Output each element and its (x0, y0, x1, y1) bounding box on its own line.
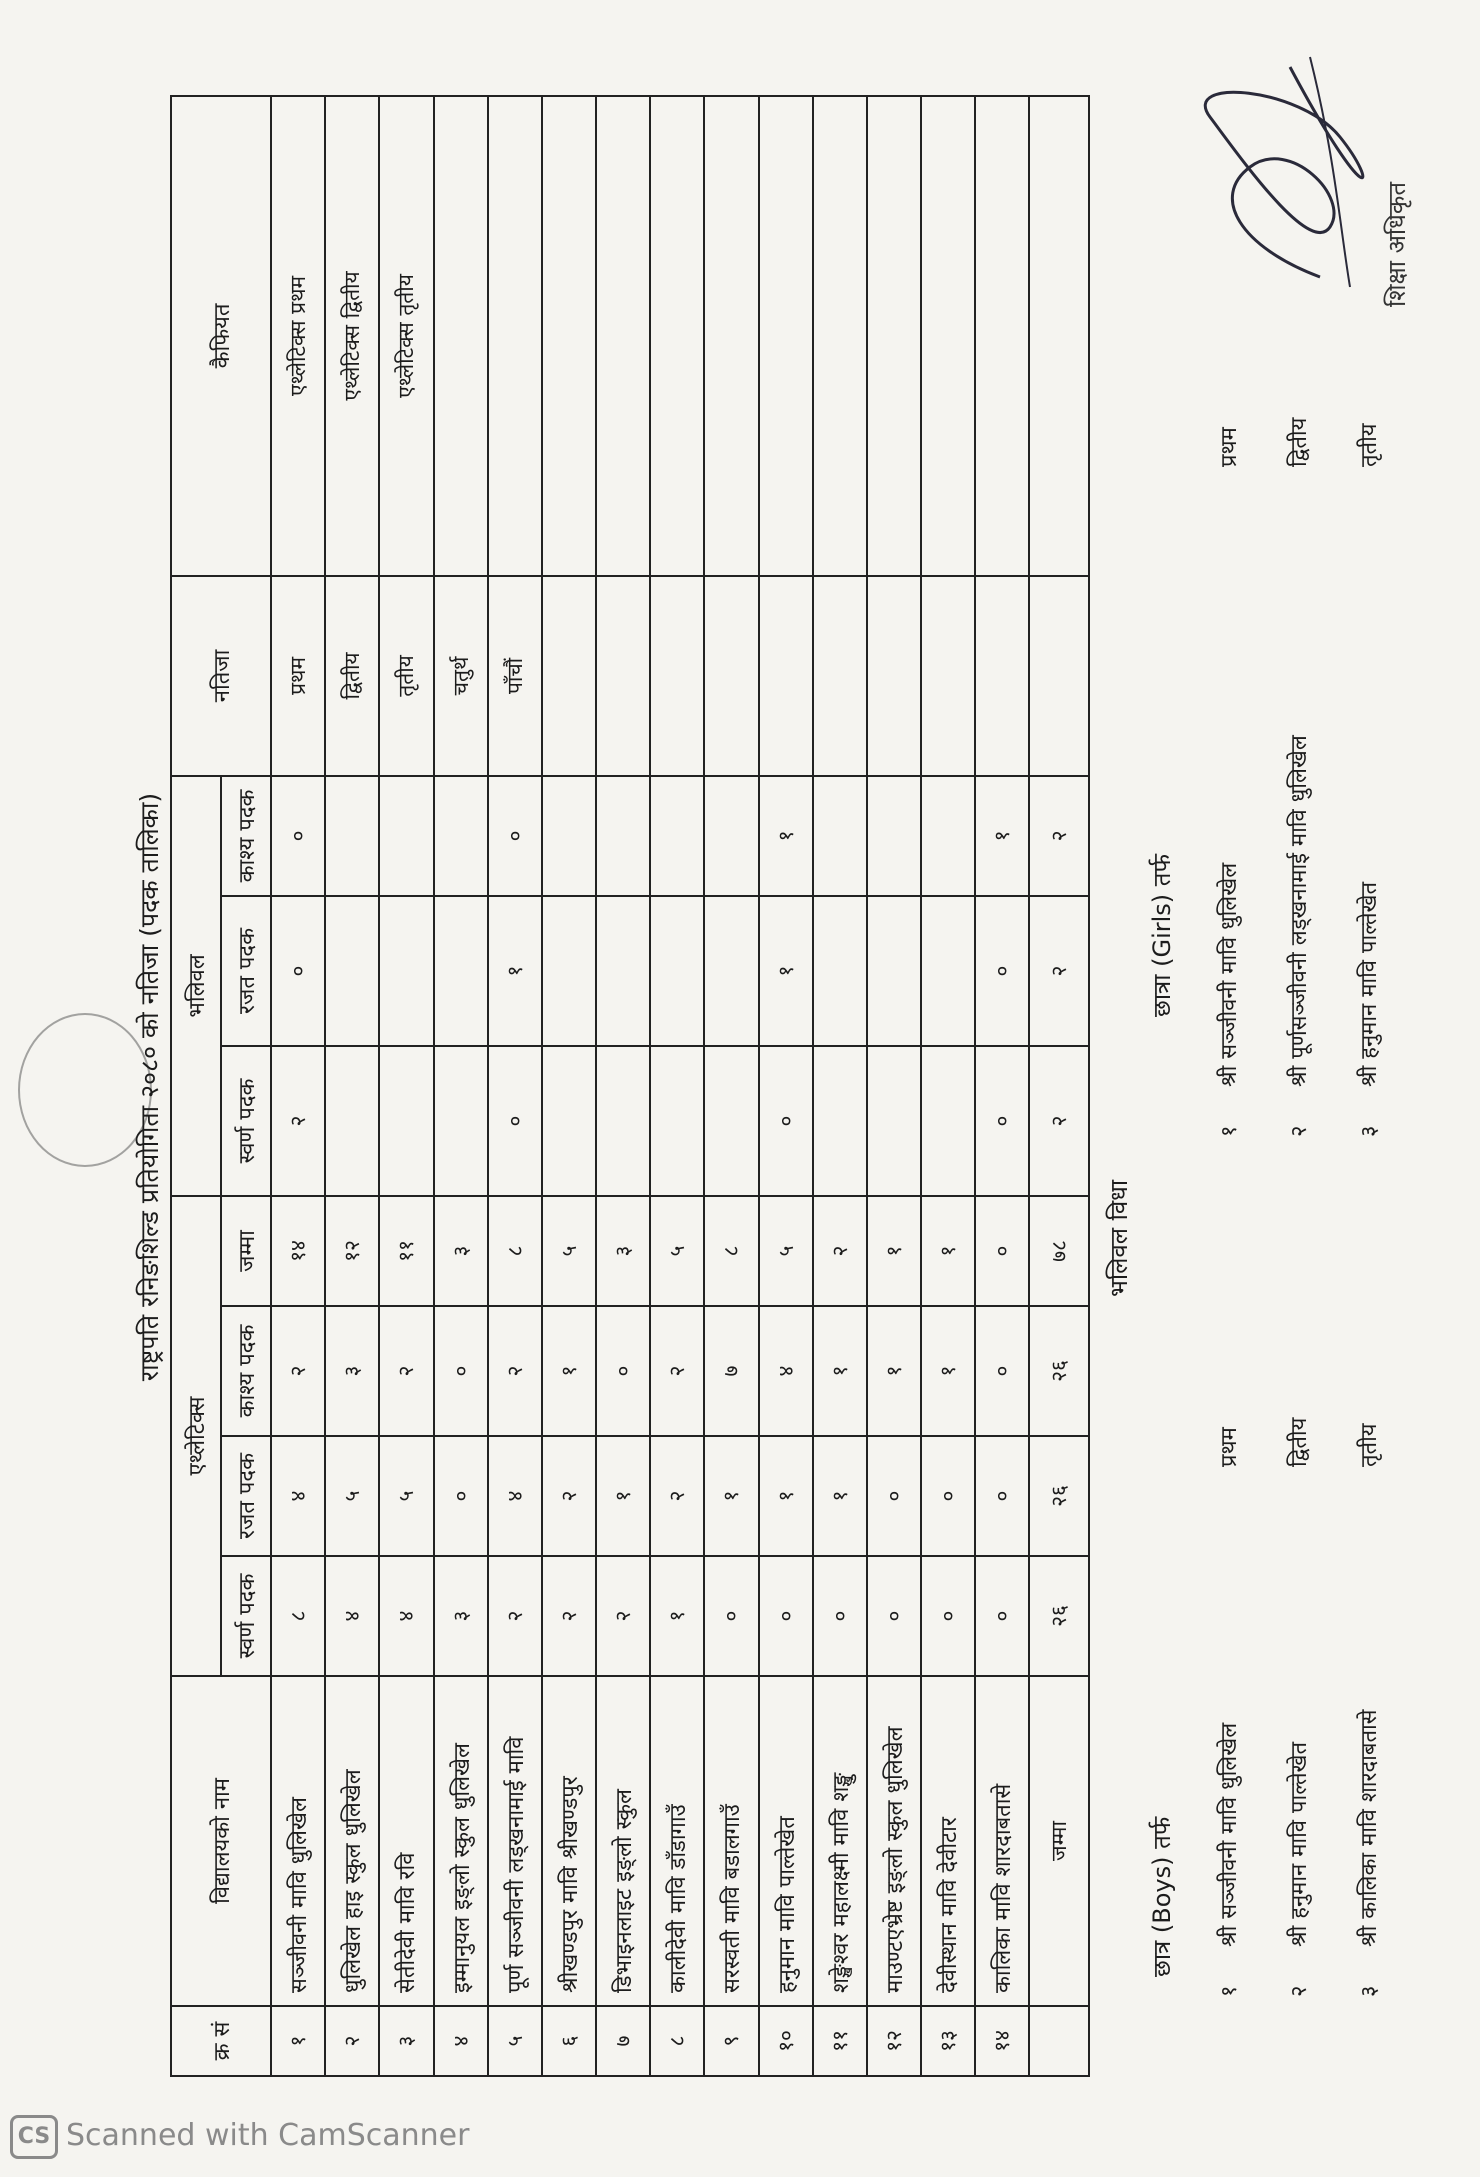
list-item (1350, 1423, 1390, 1997)
table-row (271, 96, 325, 2076)
list-item-place: तृतीय (1357, 1423, 1382, 1467)
cell-athletics-total: ५ (759, 1196, 813, 1306)
cell-remarks: एथ्लेटिक्स द्वितीय (325, 96, 379, 576)
cell-athletics-total: १४ (271, 1196, 325, 1306)
cell-sn: १३ (921, 2006, 975, 2076)
header-athletics-bronze: काश्य पदक (221, 1306, 271, 1436)
list-item (1280, 418, 1320, 1137)
cell-athletics-gold: ४ (325, 1556, 379, 1676)
cell-school: इम्मानुयल इङ्लो स्कुल धुलिखेल (434, 1676, 488, 2006)
cell-athletics-bronze: ० (975, 1306, 1029, 1436)
list-item-sn: ३ (1357, 1985, 1382, 1997)
cell-sn: १४ (975, 2006, 1029, 2076)
cell-athletics-bronze: २ (379, 1306, 433, 1436)
header-volleyball: भलिवल (171, 776, 221, 1196)
header-athletics: एथ्लेटिक्स (171, 1196, 221, 1676)
cell-athletics-silver: ० (434, 1436, 488, 1556)
table-row (921, 96, 975, 2076)
cell-sn: ९ (704, 2006, 758, 2076)
cell-remarks (975, 96, 1029, 576)
header-school: विद्यालयको नाम (171, 1676, 271, 2006)
cell-volleyball-gold: ० (488, 1046, 542, 1196)
cell-athletics-silver: ० (921, 1436, 975, 1556)
cell-volleyball-gold: ० (759, 1046, 813, 1196)
cell-volleyball-silver (542, 896, 596, 1046)
total-a-total: ७८ (1029, 1196, 1089, 1306)
header-volleyball-gold: स्वर्ण पदक (221, 1046, 271, 1196)
cell-athletics-gold: ८ (271, 1556, 325, 1676)
cell-sn: ३ (379, 2006, 433, 2076)
header-volleyball-silver: रजत पदक (221, 896, 271, 1046)
total-label: जम्मा (1029, 1676, 1089, 2006)
cell-athletics-gold: २ (542, 1556, 596, 1676)
cell-volleyball-gold (434, 1046, 488, 1196)
cell-result (596, 576, 650, 776)
cell-remarks (488, 96, 542, 576)
cell-athletics-total: ५ (650, 1196, 704, 1306)
volleyball-heading: भलिवल विधा (1105, 1179, 1133, 1297)
list-item-school: श्री सञ्जीवनी मावि धुलिखेल (1217, 862, 1242, 1087)
cell-remarks (704, 96, 758, 576)
header-result: नतिजा (171, 576, 271, 776)
boys-heading: छात्र (Boys) तर्फ (1148, 1816, 1176, 1977)
cell-sn: ११ (813, 2006, 867, 2076)
cell-result (1029, 576, 1089, 776)
cell-volleyball-bronze (921, 776, 975, 896)
cell-volleyball-bronze (704, 776, 758, 896)
cell-athletics-silver: १ (813, 1436, 867, 1556)
cell-volleyball-silver: १ (759, 896, 813, 1046)
cell-remarks (1029, 96, 1089, 576)
cell-sn: ५ (488, 2006, 542, 2076)
cell-remarks (759, 96, 813, 576)
header-remarks: कैफियत (171, 96, 271, 576)
signature-mark (1150, 37, 1410, 317)
cell-athletics-bronze: ० (596, 1306, 650, 1436)
cell-athletics-bronze: १ (542, 1306, 596, 1436)
cell-athletics-bronze: १ (867, 1306, 921, 1436)
cell-remarks (542, 96, 596, 576)
cell-school: कालिका मावि शारदाबतासे (975, 1676, 1029, 2006)
cell-volleyball-gold: २ (271, 1046, 325, 1196)
volleyball-results (1090, 97, 1470, 1997)
total-a-bronze: २६ (1029, 1306, 1089, 1436)
cell-athletics-gold: २ (488, 1556, 542, 1676)
cell-athletics-total: ८ (488, 1196, 542, 1306)
cell-volleyball-bronze: ० (271, 776, 325, 896)
cell-athletics-gold: ० (867, 1556, 921, 1676)
cell-volleyball-gold (867, 1046, 921, 1196)
table-row (434, 96, 488, 2076)
cell-volleyball-bronze: १ (975, 776, 1029, 896)
total-row (1029, 96, 1089, 2076)
cell-athletics-gold: ० (759, 1556, 813, 1676)
total-a-gold: २६ (1029, 1556, 1089, 1676)
list-item-sn: २ (1287, 1985, 1312, 1997)
cell-volleyball-silver: १ (488, 896, 542, 1046)
cell-remarks: एथ्लेटिक्स प्रथम (271, 96, 325, 576)
table-row (759, 96, 813, 2076)
total-v-gold: २ (1029, 1046, 1089, 1196)
cell-sn: ७ (596, 2006, 650, 2076)
list-item-sn: १ (1217, 1985, 1242, 1997)
cell-school: सरस्वती मावि बडालगाउँ (704, 1676, 758, 2006)
list-item-sn: १ (1217, 1125, 1242, 1137)
table-row (867, 96, 921, 2076)
cell-remarks (921, 96, 975, 576)
table-row (379, 96, 433, 2076)
list-item (1210, 427, 1250, 1137)
girls-heading: छात्रा (Girls) तर्फ (1148, 854, 1176, 1017)
header-athletics-gold: स्वर्ण पदक (221, 1556, 271, 1676)
cell-volleyball-bronze (650, 776, 704, 896)
cell-volleyball-silver (596, 896, 650, 1046)
cell-volleyball-silver: ० (271, 896, 325, 1046)
cell-result (975, 576, 1029, 776)
cell-remarks (434, 96, 488, 576)
camscanner-logo: CS (10, 2115, 58, 2159)
cell-school: देवीस्थान मावि देवीटार (921, 1676, 975, 2006)
total-a-silver: २६ (1029, 1436, 1089, 1556)
cell-athletics-gold: ४ (379, 1556, 433, 1676)
cell-volleyball-silver (704, 896, 758, 1046)
cell-athletics-silver: ४ (488, 1436, 542, 1556)
list-item-sn: २ (1287, 1125, 1312, 1137)
cell-athletics-silver: १ (759, 1436, 813, 1556)
cell-volleyball-silver: ० (975, 896, 1029, 1046)
cell-school: सञ्जीवनी मावि धुलिखेल (271, 1676, 325, 2006)
cell-volleyball-bronze: १ (759, 776, 813, 896)
header-volleyball-bronze: काश्य पदक (221, 776, 271, 896)
cell-result: चतुर्थ (434, 576, 488, 776)
cell-school: श्रीखण्डपुर मावि श्रीखण्डपुर (542, 1676, 596, 2006)
cell-athletics-bronze: ४ (759, 1306, 813, 1436)
cell-volleyball-gold (813, 1046, 867, 1196)
cell-volleyball-bronze: ० (488, 776, 542, 896)
cell-athletics-gold: २ (596, 1556, 650, 1676)
cell-athletics-silver: २ (542, 1436, 596, 1556)
table-row (488, 96, 542, 2076)
cell-remarks (650, 96, 704, 576)
cell-athletics-total: ११ (379, 1196, 433, 1306)
cell-athletics-bronze: १ (813, 1306, 867, 1436)
cell-athletics-bronze: १ (921, 1306, 975, 1436)
cell-athletics-gold: ३ (434, 1556, 488, 1676)
cell-sn: ८ (650, 2006, 704, 2076)
cell-athletics-total: ३ (434, 1196, 488, 1306)
list-item-place: प्रथम (1217, 427, 1242, 467)
stamp-text: शिक्षा अधिकृत (1383, 181, 1411, 307)
cell-remarks (813, 96, 867, 576)
cell-athletics-total: ३ (596, 1196, 650, 1306)
cell-result (921, 576, 975, 776)
list-item-place: द्वितीय (1287, 417, 1312, 467)
cell-athletics-total: २ (813, 1196, 867, 1306)
cell-athletics-silver: ५ (325, 1436, 379, 1556)
list-item-school: श्री पूर्णसञ्जीवनी लड्खनामाई मावि धुलिखेल (1287, 735, 1312, 1087)
total-v-silver: २ (1029, 896, 1089, 1046)
cell-school: पूर्ण सञ्जीवनी लड्खनामाई मावि (488, 1676, 542, 2006)
list-item-school: श्री हनुमान मावि पाल्तेखेत (1287, 1741, 1312, 1947)
cell-result: प्रथम (271, 576, 325, 776)
cell-sn: ६ (542, 2006, 596, 2076)
header-athletics-silver: रजत पदक (221, 1436, 271, 1556)
cell-volleyball-bronze (867, 776, 921, 896)
cell-sn: १० (759, 2006, 813, 2076)
list-item (1350, 423, 1390, 1137)
cell-volleyball-gold (325, 1046, 379, 1196)
table-row (542, 96, 596, 2076)
cell-athletics-total: ५ (542, 1196, 596, 1306)
cell-athletics-bronze: ७ (704, 1306, 758, 1436)
list-item-place: द्वितीय (1287, 1417, 1312, 1467)
cell-school: हनुमान मावि पाल्तेखेत (759, 1676, 813, 2006)
cell-volleyball-gold (650, 1046, 704, 1196)
list-item-school: श्री कालिका मावि शारदाबतासे (1357, 1709, 1382, 1947)
cell-athletics-total: १२ (325, 1196, 379, 1306)
cell-school: डिभाइनलाइट इङ्लो स्कुल (596, 1676, 650, 2006)
cell-athletics-bronze: २ (650, 1306, 704, 1436)
cell-volleyball-bronze (813, 776, 867, 896)
cell-result: द्वितीय (325, 576, 379, 776)
medal-table (170, 95, 1090, 2077)
cell-athletics-silver: २ (650, 1436, 704, 1556)
camscanner-watermark (10, 2112, 469, 2160)
list-item-sn: ३ (1357, 1125, 1382, 1137)
cell-sn: १ (271, 2006, 325, 2076)
cell-result (813, 576, 867, 776)
cell-athletics-silver: ० (975, 1436, 1029, 1556)
cell-athletics-gold: ० (704, 1556, 758, 1676)
cell-school: सेतीदेवी मावि रवि (379, 1676, 433, 2006)
list-item-place: प्रथम (1217, 1427, 1242, 1467)
header-sn: क्र सं (171, 2006, 271, 2076)
header-athletics-total: जम्मा (221, 1196, 271, 1306)
cell-result (759, 576, 813, 776)
cell-remarks: एथ्लेटिक्स तृतीय (379, 96, 433, 576)
list-item-school: श्री हनुमान मावि पाल्तेखेत (1357, 881, 1382, 1087)
cell-athletics-bronze: ० (434, 1306, 488, 1436)
cell-school: कालीदेवी मावि डाँडागाउँ (650, 1676, 704, 2006)
cell-school: माउण्टएभ्रेष्ट इङ्लो स्कुल धुलिखेल (867, 1676, 921, 2006)
cell-result (542, 576, 596, 776)
cell-volleyball-silver (325, 896, 379, 1046)
cell-remarks (867, 96, 921, 576)
cell-volleyball-silver (813, 896, 867, 1046)
cell-result (704, 576, 758, 776)
cell-athletics-total: ८ (704, 1196, 758, 1306)
total-v-bronze: २ (1029, 776, 1089, 896)
cell-volleyball-bronze (379, 776, 433, 896)
cell-volleyball-gold (379, 1046, 433, 1196)
cell-athletics-total: १ (921, 1196, 975, 1306)
cell-volleyball-silver (921, 896, 975, 1046)
cell-school: धुलिखेल हाइ स्कुल धुलिखेल (325, 1676, 379, 2006)
cell-sn: १२ (867, 2006, 921, 2076)
cell-sn: २ (325, 2006, 379, 2076)
cell-volleyball-gold: ० (975, 1046, 1029, 1196)
table-row (975, 96, 1029, 2076)
table-row (596, 96, 650, 2076)
cell-athletics-gold: ० (975, 1556, 1029, 1676)
cell-athletics-total: ० (975, 1196, 1029, 1306)
cell-volleyball-bronze (325, 776, 379, 896)
cell-athletics-silver: १ (596, 1436, 650, 1556)
cell-athletics-bronze: २ (488, 1306, 542, 1436)
table-row (325, 96, 379, 2076)
cell-volleyball-silver (867, 896, 921, 1046)
cell-athletics-gold: ० (921, 1556, 975, 1676)
cell-volleyball-silver (379, 896, 433, 1046)
cell-school: शङ्खेश्वर महालक्ष्मी मावि शङ्खु (813, 1676, 867, 2006)
cell-volleyball-gold (542, 1046, 596, 1196)
cell-volleyball-gold (704, 1046, 758, 1196)
table-row (704, 96, 758, 2076)
document-title: राष्ट्रपति रनिङशिल्ड प्रतियोगिता २०८० को नतिजा (पदक तालिका) (135, 792, 164, 1382)
camscanner-text: Scanned with CamScanner (66, 2118, 470, 2153)
table-row (813, 96, 867, 2076)
cell-result (867, 576, 921, 776)
cell-athletics-gold: १ (650, 1556, 704, 1676)
cell-athletics-silver: ४ (271, 1436, 325, 1556)
cell-volleyball-gold (921, 1046, 975, 1196)
cell-athletics-bronze: २ (271, 1306, 325, 1436)
cell-result: पाँचौं (488, 576, 542, 776)
list-item-school: श्री सञ्जीवनी मावि धुलिखेल (1217, 1722, 1242, 1947)
cell-remarks (596, 96, 650, 576)
cell-volleyball-bronze (434, 776, 488, 896)
cell-result (650, 576, 704, 776)
list-item-place: तृतीय (1357, 423, 1382, 467)
cell-volleyball-bronze (542, 776, 596, 896)
cell-result: तृतीय (379, 576, 433, 776)
list-item (1280, 1418, 1320, 1997)
table-row (650, 96, 704, 2076)
cell-athletics-gold: ० (813, 1556, 867, 1676)
cell-athletics-total: १ (867, 1196, 921, 1306)
cell-volleyball-silver (434, 896, 488, 1046)
cell-athletics-silver: ० (867, 1436, 921, 1556)
medal-table-body (271, 96, 1089, 2076)
cell-volleyball-bronze (596, 776, 650, 896)
cell-volleyball-silver (650, 896, 704, 1046)
cell-sn: ४ (434, 2006, 488, 2076)
cell-athletics-bronze: ३ (325, 1306, 379, 1436)
list-item (1210, 1427, 1250, 1997)
cell-sn (1029, 2006, 1089, 2076)
cell-athletics-silver: ५ (379, 1436, 433, 1556)
cell-volleyball-gold (596, 1046, 650, 1196)
cell-athletics-silver: १ (704, 1436, 758, 1556)
